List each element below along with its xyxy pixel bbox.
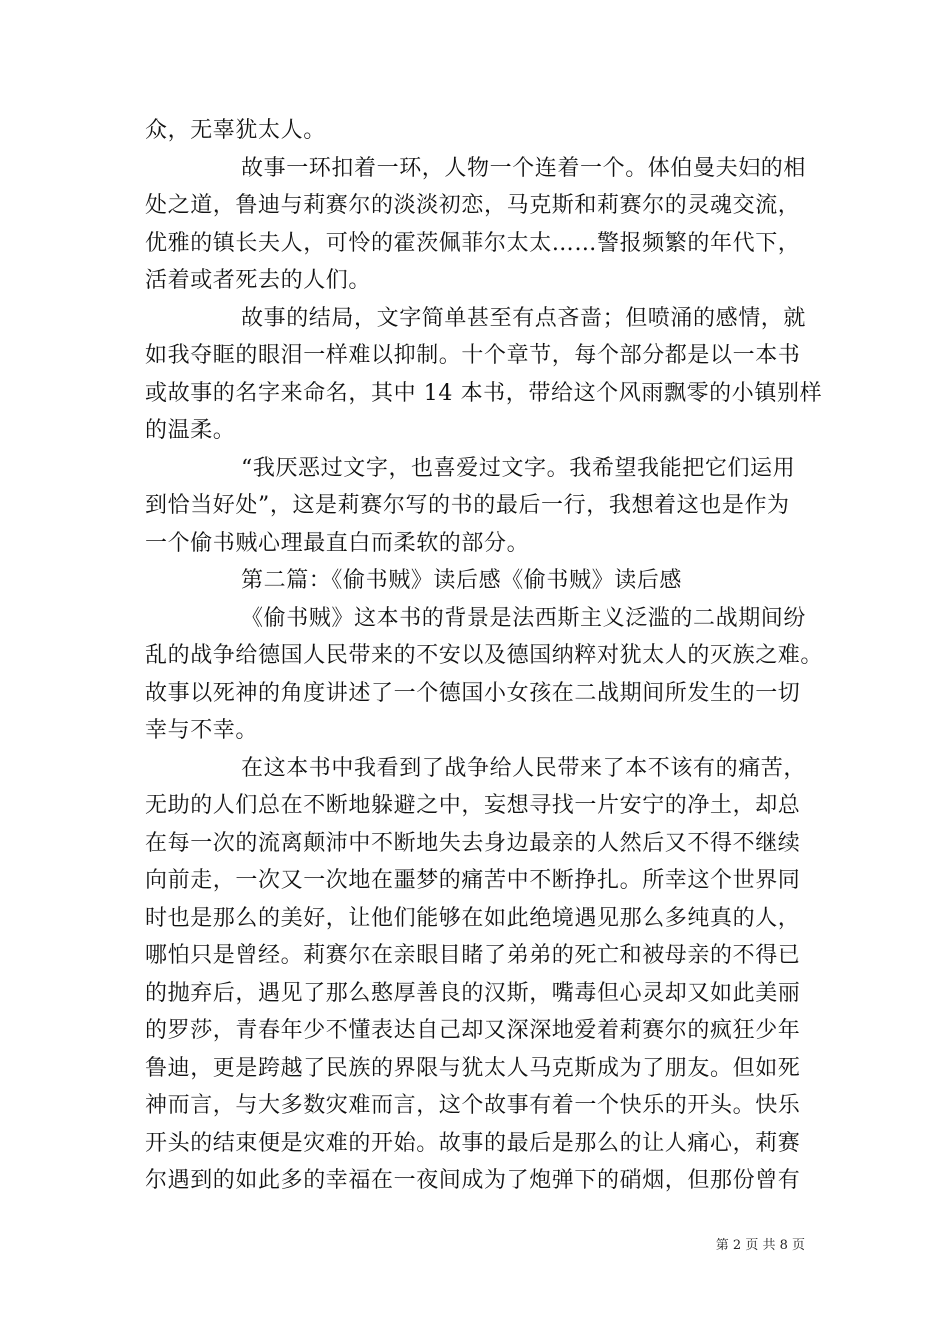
text-line: 或故事的名字来命名，其中 14 本书，带给这个风雨飘零的小镇别样 bbox=[145, 380, 823, 406]
text-line: 故事以死神的角度讲述了一个德国小女孩在二战期间所发生的一切 bbox=[145, 680, 801, 706]
text-line: 到恰当好处”，这是莉赛尔写的书的最后一行，我想着这也是作为 bbox=[145, 493, 790, 518]
text-line: 活着或者死去的人们。 bbox=[145, 268, 372, 293]
text-line: 第二篇：《偷书贼》读后感《偷书贼》读后感 bbox=[241, 568, 683, 593]
text-line: 乱的战争给德国人民带来的不安以及德国纳粹对犹太人的灭族之难。 bbox=[145, 643, 824, 668]
text-line: 的抛弃后，遇见了那么憨厚善良的汉斯，嘴毒但心灵却又如此美丽 bbox=[145, 980, 801, 1006]
text-line: 无助的人们总在不断地躲避之中，妄想寻找一片安宁的净土，却总 bbox=[145, 793, 801, 818]
text-line: 鲁迪，更是跨越了民族的界限与犹太人马克斯成为了朋友。但如死 bbox=[145, 1055, 801, 1081]
text-line: 时也是那么的美好，让他们能够在如此绝境遇见那么多纯真的人， bbox=[145, 905, 801, 931]
text-line: 在每一次的流离颠沛中不断地失去身边最亲的人然后又不得不继续 bbox=[145, 830, 801, 856]
text-line: 神而言，与大多数灾难而言，这个故事有着一个快乐的开头。快乐 bbox=[145, 1093, 801, 1118]
text-line: 在这本书中我看到了战争给人民带来了本不该有的痛苦， bbox=[241, 755, 807, 781]
text-line: 尔遇到的如此多的幸福在一夜间成为了炮弹下的硝烟，但那份曾有 bbox=[145, 1168, 801, 1193]
text-line: “我厌恶过文字，也喜爱过文字。我希望我能把它们运用 bbox=[241, 455, 796, 481]
page-number: 第 2 页 共 8 页 bbox=[715, 1238, 805, 1253]
text-line: 的温柔。 bbox=[145, 418, 236, 443]
text-line: 开头的结束便是灾难的开始。故事的最后是那么的让人痛心，莉赛 bbox=[145, 1130, 801, 1156]
text-line: 故事一环扣着一环，人物一个连着一个。体伯曼夫妇的相 bbox=[241, 155, 807, 181]
text-line: 众，无辜犹太人。 bbox=[145, 118, 326, 143]
text-line: 一个偷书贼心理最直白而柔软的部分。 bbox=[145, 530, 530, 556]
text-line: 处之道，鲁迪与莉赛尔的淡淡初恋，马克斯和莉赛尔的灵魂交流， bbox=[145, 193, 801, 218]
text-line: 如我夺眶的眼泪一样难以抑制。十个章节，每个部分都是以一本书 bbox=[145, 343, 801, 368]
text-line: 优雅的镇长夫人，可怜的霍茨佩菲尔太太……警报频繁的年代下， bbox=[145, 230, 801, 256]
text-line: 的罗莎，青春年少不懂表达自己却又深深地爱着莉赛尔的疯狂少年 bbox=[145, 1018, 801, 1043]
text-line: 故事的结局，文字简单甚至有点吝啬；但喷涌的感情，就 bbox=[241, 305, 807, 331]
body-text bbox=[145, 112, 824, 1200]
text-line: 幸与不幸。 bbox=[145, 718, 259, 743]
text-line: 《偷书贼》这本书的背景是法西斯主义泛滥的二战期间纷 bbox=[241, 605, 807, 631]
text-line: 哪怕只是曾经。莉赛尔在亲眼目睹了弟弟的死亡和被母亲的不得已 bbox=[145, 943, 801, 968]
text-line: 向前走，一次又一次地在噩梦的痛苦中不断挣扎。所幸这个世界同 bbox=[145, 868, 801, 893]
